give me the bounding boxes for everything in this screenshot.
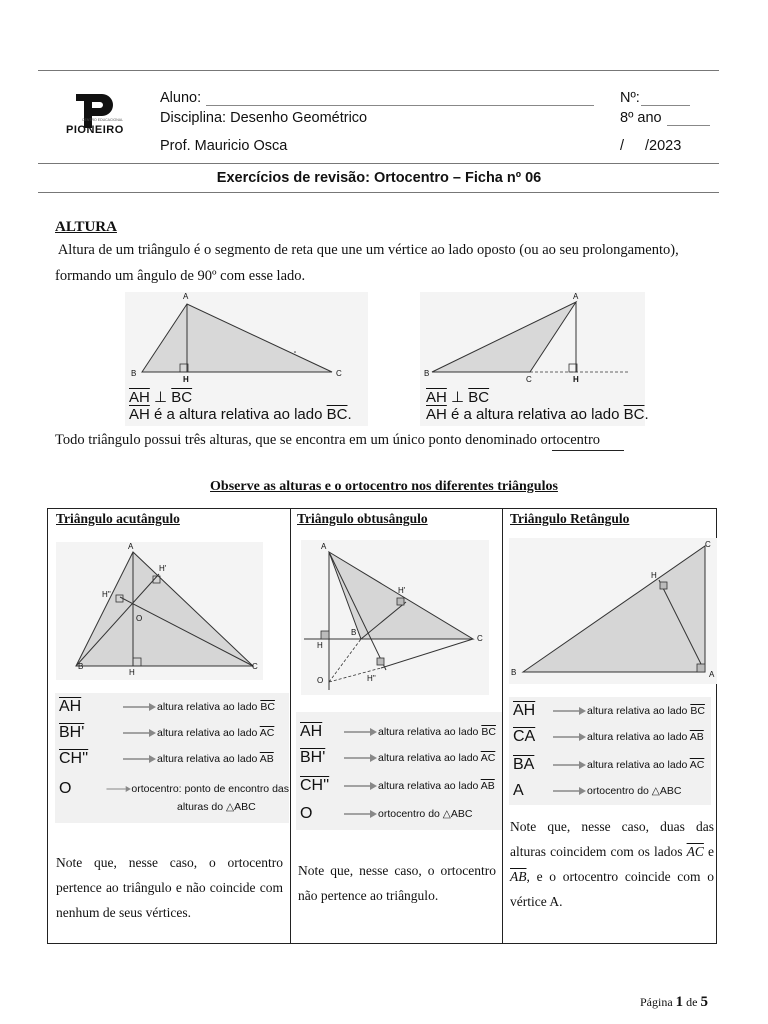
- fig1-label-c: C: [336, 369, 342, 378]
- fig1-relative-text: $\overline{AH}$ é a altura relativa ao lado $\overline{BC}$.: [129, 406, 352, 423]
- page-number: Página 1 de 5: [640, 994, 708, 1010]
- col2-label-o: O: [317, 676, 324, 685]
- fig2-label-c: C: [526, 375, 532, 384]
- aluno-line[interactable]: [206, 105, 594, 106]
- obtuse-orthocenter-figure: [301, 540, 489, 695]
- observe-heading: Observe as alturas e o ortocentro nos diferentes triângulos: [210, 479, 558, 494]
- arrow-right-icon: [342, 781, 378, 791]
- table-divider-1: [290, 508, 291, 944]
- header-top-rule: [38, 70, 719, 71]
- col1-label-c: C: [252, 662, 258, 671]
- arrow-right-icon: [121, 754, 157, 764]
- acute-legend: [55, 693, 289, 823]
- obtuse-triangle-diagram: [420, 292, 645, 388]
- aluno-label: Aluno:: [160, 90, 202, 106]
- fig2-label-h: H: [573, 375, 579, 384]
- obtuse-legend-row: CH'' altura relativa ao lado $\overline{AB}$: [300, 777, 495, 794]
- col1-label-h: H: [129, 668, 135, 677]
- arrow-right-icon: [551, 760, 587, 770]
- col1-label-a: A: [128, 542, 134, 551]
- col1-label-h1: H': [159, 564, 167, 573]
- arrow-right-icon: [551, 786, 587, 796]
- fig2-relative-text: $\overline{AH}$ é a altura relativa ao lado $\overline{BC}$.: [426, 406, 649, 423]
- altura-definition-line2: formando um ângulo de 90º com esse lado.: [55, 268, 306, 284]
- acute-orthocenter-figure: [56, 542, 263, 680]
- right-note: Note que, nesse caso, duas das alturas coincidem com os lados $\overline{AC}$ e $\overline{AB}$, e o ortocentro coincide com o vértice A.: [510, 819, 714, 909]
- disciplina-label: Disciplina: Desenho Geométrico: [160, 110, 368, 126]
- acute-legend-row: CH'' altura relativa ao lado $\overline{AB}$: [59, 750, 274, 767]
- col1-label-h2: H'': [102, 590, 111, 599]
- col2-label-h1: H': [398, 586, 406, 595]
- altura-definition-line1: Altura de um triângulo é o segmento de reta que une um vértice ao lado oposto (ou ao seu prolongamento),: [55, 242, 679, 258]
- col-obtuse-title: Triângulo obtusângulo: [297, 511, 428, 526]
- col-acute-title: Triângulo acutângulo: [56, 511, 180, 526]
- col-right-title: Triângulo Retângulo: [510, 511, 630, 526]
- table-divider-2: [502, 508, 503, 944]
- col3-label-b: B: [511, 668, 517, 677]
- obtuse-note: Note que, nesse caso, o ortocentro não pertence ao triângulo.: [298, 863, 496, 903]
- date-year: /2023: [645, 138, 682, 154]
- right-triangle-diagram: [509, 538, 717, 684]
- school-logo: [62, 90, 142, 150]
- arrow-right-icon: [342, 753, 378, 763]
- col2-label-h: H: [317, 641, 323, 650]
- fig1-label-h: H: [183, 375, 189, 384]
- acute-legend-row: BH' altura relativa ao lado $\overline{AC}$: [59, 724, 275, 741]
- arrow-right-icon: [121, 702, 157, 712]
- header-rule-1: [38, 163, 719, 164]
- acute-orthocenter-diagram: [56, 542, 263, 680]
- arrow-right-icon: [551, 732, 587, 742]
- arrow-right-icon: [342, 727, 378, 737]
- right-legend-row: $\overline{CA}$ altura relativa ao lado $\overline{AB}$: [513, 728, 704, 745]
- altura-heading: ALTURA: [55, 219, 117, 235]
- acute-note: Note que, nesse caso, o ortocentro pertence ao triângulo e não coincide com nenhum de seus vértices.: [56, 855, 283, 920]
- arrow-right-icon: [121, 728, 157, 738]
- col2-label-a: A: [321, 542, 327, 551]
- right-legend-row: $\overline{BA}$ altura relativa ao lado $\overline{AC}$: [513, 756, 705, 773]
- col2-label-b: B: [351, 628, 357, 637]
- ano-label: 8º ano: [620, 110, 662, 126]
- fig1-label-b: B: [131, 369, 137, 378]
- fig2-label-a: A: [573, 292, 579, 301]
- col3-label-h: H: [651, 571, 657, 580]
- obtuse-legend-row: BH' altura relativa ao lado $\overline{AC}$: [300, 749, 496, 766]
- arrow-right-icon: [105, 784, 132, 794]
- fig2-perp-text: $\overline{AH}$ ⊥ $\overline{BC}$: [426, 389, 490, 406]
- obtuse-legend-row: $\overline{AH}$ altura relativa ao lado $\overline{BC}$: [300, 723, 496, 740]
- page-title: Exercícios de revisão: Ortocentro – Ficha nº 06: [216, 170, 542, 186]
- col2-label-c: C: [477, 634, 483, 643]
- date-separator: /: [620, 138, 625, 154]
- obtuse-legend-row: O ortocentro do △ABC: [300, 805, 473, 822]
- col2-label-h2: H'': [367, 674, 376, 683]
- school-name: PIONEIRO: [66, 124, 124, 136]
- numero-line[interactable]: [641, 105, 690, 106]
- right-legend: [509, 697, 711, 805]
- ortocentro-underline: [552, 450, 624, 451]
- arrow-right-icon: [551, 706, 587, 716]
- obtuse-orthocenter-diagram: [301, 540, 489, 695]
- obtuse-legend: [296, 712, 502, 830]
- ortocentro-summary: Todo triângulo possui três alturas, que se encontra em um único ponto denominado ortocentro: [55, 432, 601, 448]
- school-small-label: CENTRO EDUCACIONAL: [82, 118, 124, 122]
- col3-label-a: A: [709, 670, 715, 679]
- arrow-right-icon: [342, 809, 378, 819]
- fig1-perp-text: $\overline{AH}$ ⊥ $\overline{BC}$: [129, 389, 193, 406]
- altura-figure-acute: [125, 292, 368, 426]
- col3-label-c: C: [705, 540, 711, 549]
- acute-triangle-diagram: [125, 292, 368, 388]
- professor-label: Prof. Mauricio Osca: [160, 138, 288, 154]
- acute-legend-row: O ortocentro: ponto de encontro das: [59, 780, 289, 797]
- right-legend-row: $\overline{AH}$ altura relativa ao lado $\overline{BC}$: [513, 702, 705, 719]
- acute-legend-extra: alturas do △ABC: [177, 801, 256, 813]
- right-triangle-figure: [509, 538, 717, 684]
- right-legend-row: A ortocentro do △ABC: [513, 782, 682, 799]
- col1-label-o: O: [136, 614, 143, 623]
- fig1-label-a: A: [183, 292, 189, 301]
- col1-label-b: B: [78, 662, 84, 671]
- numero-label: Nº:: [620, 90, 640, 106]
- header-rule-2: [38, 192, 719, 193]
- altura-figure-obtuse: [420, 292, 649, 426]
- ano-line[interactable]: [667, 125, 710, 126]
- fig2-label-b: B: [424, 369, 430, 378]
- acute-legend-row: $\overline{AH}$ altura relativa ao lado $\overline{BC}$: [59, 698, 275, 715]
